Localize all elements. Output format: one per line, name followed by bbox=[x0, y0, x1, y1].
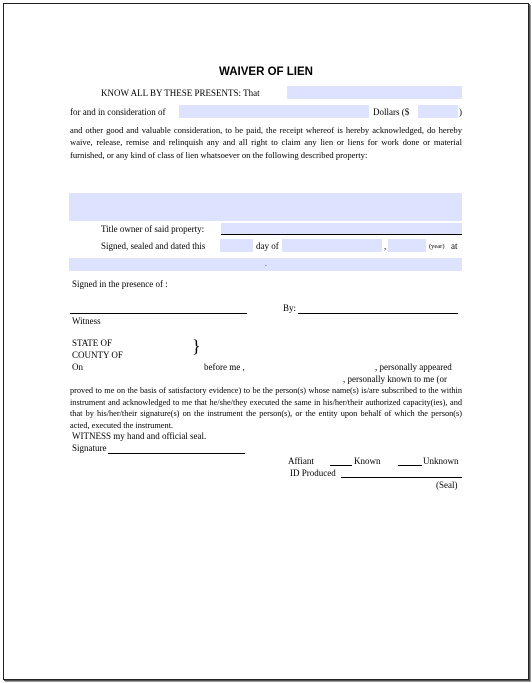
county-of-label: COUNTY OF bbox=[72, 350, 123, 360]
known-blank[interactable] bbox=[330, 465, 352, 466]
dollars-close: ) bbox=[459, 107, 462, 117]
by-label: By: bbox=[283, 303, 297, 313]
signature-label: Signature bbox=[72, 443, 107, 453]
grantor-name-field[interactable] bbox=[287, 86, 462, 99]
witness-hand-text: WITNESS my hand and official seal. bbox=[72, 431, 207, 441]
year-field[interactable] bbox=[388, 239, 426, 252]
day-field[interactable] bbox=[220, 239, 253, 252]
on-label: On bbox=[72, 362, 83, 372]
at-label: at bbox=[451, 241, 458, 251]
known-label: Known bbox=[354, 456, 381, 466]
id-produced-line[interactable] bbox=[341, 477, 462, 478]
document-title: WAIVER OF LIEN bbox=[219, 66, 313, 78]
title-owner-underline bbox=[221, 234, 462, 235]
property-description-field[interactable] bbox=[69, 193, 462, 221]
month-field[interactable] bbox=[282, 239, 382, 252]
day-of-label: day of bbox=[256, 241, 279, 251]
year-label: (year) bbox=[429, 243, 445, 250]
notary-signature-line[interactable] bbox=[108, 453, 245, 454]
comma-mark: , bbox=[384, 241, 387, 251]
unknown-blank[interactable] bbox=[398, 465, 422, 466]
witness-signature-line[interactable] bbox=[70, 313, 247, 314]
title-owner-label: Title owner of said property: bbox=[101, 224, 205, 234]
signed-presence-label: Signed in the presence of : bbox=[72, 279, 168, 289]
notary-paragraph: proved to me on the basis of satisfactory evidence) to be the person(s) whose name(s) is/are subscribed to the within instrument and acknowledged to me that he/she/they executed the same in his/her/their authorized capacity(ies), and that by his/her/their signature(s) on the instrument the person(s), or the entity upon behalf of which the person(s) acted, executed the instrument. bbox=[70, 386, 462, 430]
personally-known-label: , personally known to me (or bbox=[343, 374, 447, 384]
by-signature-line[interactable] bbox=[298, 313, 458, 314]
seal-label: (Seal) bbox=[436, 480, 458, 490]
witness-label: Witness bbox=[72, 316, 101, 326]
unknown-label: Unknown bbox=[423, 456, 459, 466]
state-of-label: STATE OF bbox=[72, 338, 113, 348]
consideration-field[interactable] bbox=[179, 105, 369, 118]
waiver-paragraph: and other good and valuable consideration, to be paid, the receipt whereof is hereby acknowledged, do hereby waive, release, remise and relinquish any and all right to claim any lien or liens for work done or material furnished, or any kind of class of lien whatsoever on the following described property: bbox=[70, 125, 462, 160]
location-period: . bbox=[265, 260, 267, 268]
before-me-label: before me , bbox=[204, 362, 245, 372]
id-produced-label: ID Produced bbox=[290, 468, 336, 478]
know-all-text: KNOW ALL BY THESE PRESENTS: That bbox=[101, 88, 260, 98]
dollar-amount-field[interactable] bbox=[418, 105, 458, 118]
brace-mark: } bbox=[192, 336, 201, 356]
consideration-text: for and in consideration of bbox=[70, 107, 166, 117]
affiant-label: Affiant bbox=[288, 456, 314, 466]
signed-sealed-label: Signed, sealed and dated this bbox=[101, 241, 206, 251]
personally-appeared-label: , personally appeared bbox=[375, 362, 452, 372]
dollars-label: Dollars ($ bbox=[373, 107, 410, 117]
